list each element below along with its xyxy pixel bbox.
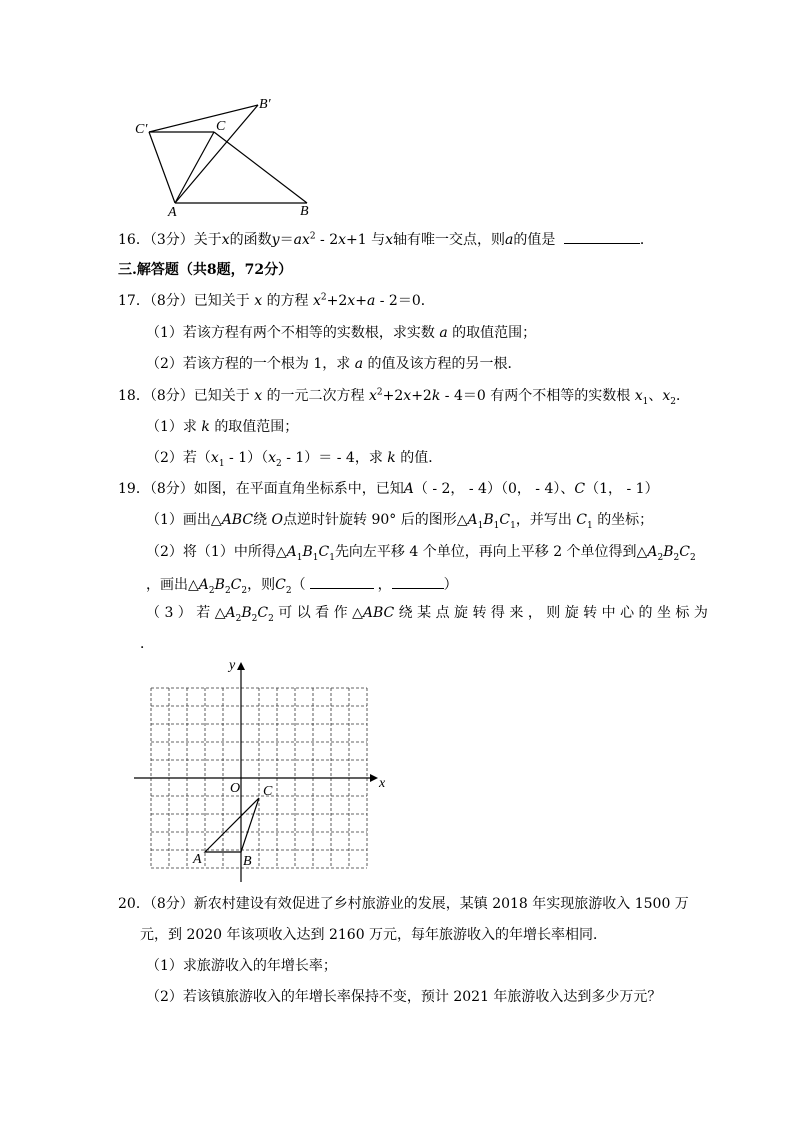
q19-subscript: 1 [312,552,319,563]
q19-var: B [483,512,494,528]
q20-part-2: （2）若该镇旅游收入的年增长率保持不变，预计 2021 年旅游收入达到多少万元？ [146,989,662,1005]
q20-part-1: （1）求旅游收入的年增长率； [146,958,337,974]
q19-text: 点逆时针旋转 90° 后的图形△ [283,512,468,528]
q17-text: （2）若该方程的一个根为 1，求 [146,356,351,372]
q19-var: C [230,577,242,593]
section-3-title: 三.解答题（共8题，72分） [118,262,293,278]
q18-var: k [201,419,210,435]
q19-text: ） [443,577,458,593]
q19-part-3-end: ． [140,636,154,652]
q16-exponent: 2 [309,231,316,242]
q19-var: B [663,544,674,560]
label-b: B [243,854,252,869]
segment-cprime-bprime [149,105,258,132]
segment-c-b [214,132,307,203]
q18-text: - 4＝0 有两个不相等的实数根 [440,388,631,404]
q18-subscript: 2 [670,396,676,407]
q19-part-1 [146,511,653,529]
q19-text: （1）画出△ [146,512,222,528]
q18-score: （8分） [149,388,194,404]
question-19 [118,480,659,498]
q17-text: + [355,293,367,309]
q19-text: （ - 2， - 4）（0， - 4）、 [413,481,575,497]
q19-var: ABC [362,605,395,621]
q18-var: x [662,388,671,404]
q16-text: 的值是 [513,232,556,248]
q19-score: （8分） [149,481,194,497]
q19-var: B [214,577,225,593]
q19-var: A [403,481,414,497]
q19-text: （1， - 1） [585,481,659,497]
q19-var: A [286,544,297,560]
q18-text: ． [675,388,690,404]
q17-var: x [313,293,321,309]
segment-a-c [175,132,214,203]
q18-text: （1）求 [146,419,197,435]
q18-text: - 1）（ [224,450,269,466]
label-a: A [168,205,177,220]
q19-text: 先向左平移 4 个单位，再向上平移 2 个单位得到△ [334,544,648,560]
q20-text: 新农村建设有效促进了乡村旅游业的发展，某镇 2018 年实现旅游收入 1500 万 [193,896,689,912]
q19-var: C [499,512,511,528]
q16-var: a [293,232,302,248]
segment-a-cprime [149,132,175,203]
q17-var: x [254,293,263,309]
q18-text: 已知关于 [193,388,250,404]
q16-text: ． [639,232,654,248]
label-a: A [193,852,202,867]
label-c: C [216,119,226,134]
q16-text: 轴有唯一交点，则 [393,232,506,248]
label-x: x [379,776,386,791]
q18-text: +2 [382,388,404,404]
q16-text: +1 与 [346,232,386,248]
q17-part-1 [146,324,536,342]
q17-text: 的取值范围； [452,325,537,341]
q17-number: 17． [118,293,150,309]
q18-part-2 [146,449,442,467]
q19-var: A [647,544,658,560]
q19-subscript: 2 [689,552,696,563]
q16-text: - 2 [315,232,339,248]
q20-stem-cont: 元，到 2020 年该项收入达到 2160 万元，每年旅游收入的年增长率相同． [140,927,608,943]
q19-text: ，画出△ [146,577,199,593]
q17-text: 已知关于 [193,293,250,309]
q18-number: 18． [118,388,150,404]
q19-text: 绕 [253,512,268,528]
q18-part-1 [146,418,298,436]
q16-var: y [271,232,280,248]
q19-var: B [302,544,313,560]
q17-text: - 2＝0． [375,293,435,309]
q18-var: x [254,388,263,404]
q18-subscript: 2 [276,458,282,469]
q19-subscript: 2 [208,585,215,596]
rotation-figure [125,92,325,222]
question-16 [118,229,654,249]
q19-text: （ [291,577,306,593]
q19-var: C [679,544,690,560]
q17-text: 的方程 [266,293,309,309]
q19-subscript: 1 [296,552,303,563]
q16-answer-blank[interactable] [564,229,640,244]
q17-part-2 [146,355,522,373]
q18-subscript: 1 [218,458,225,469]
q18-subscript: 1 [642,396,649,407]
q19-subscript: 1 [510,520,516,531]
q18-text: 的一元二次方程 [266,388,365,404]
label-b: B [300,204,309,219]
triangle-abc [205,798,259,852]
coordinate-grid [134,656,404,884]
label-b-prime: B′ [259,97,271,112]
question-20 [118,895,689,913]
q18-text: - 1）＝ - 4，求 [281,450,383,466]
label-origin: O [230,781,241,796]
q19-subscript: 2 [224,585,231,596]
q18-var: k [387,450,396,466]
q18-text: 的取值范围； [214,419,299,435]
q19-var: O [271,512,283,528]
q17-var: a [439,325,448,341]
q18-var: x [403,388,412,404]
q18-text: 、 [648,388,663,404]
q19-subscript: 2 [251,613,258,624]
q19-var: C [576,512,587,528]
q19-subscript: 1 [587,520,593,531]
q19-text: （2）将（1）中所得△ [146,544,287,560]
q16-var: x [338,232,347,248]
q17-text: 的值及该方程的另一根． [367,356,522,372]
q18-exponent: 2 [376,387,383,398]
q18-var: x [268,450,277,466]
q19-text: （ 3 ） 若 △ [146,605,226,621]
q17-score: （8分） [149,293,194,309]
q17-var: x [347,293,356,309]
q19-number: 19． [118,481,150,497]
q19-c2-x-blank[interactable] [310,574,374,589]
q16-var: x [301,232,310,248]
q19-var: A [225,605,236,621]
q20-score: （8分） [149,896,194,912]
q19-var: ABC [221,512,254,528]
q19-var: C [574,481,586,497]
x-axis-arrow [370,774,378,782]
q16-var: x [385,232,394,248]
q16-number: 16． [118,232,150,248]
label-c-prime: C′ [135,122,148,137]
q19-part-2 [146,543,696,561]
q18-text: （2）若（ [146,450,211,466]
q19-text: 绕 某 点 旋 转 得 来 ， 则 旋 转 中 心 的 坐 标 为 [394,605,708,621]
q16-text: ＝ [279,232,294,248]
q19-text: ，并写出 [515,512,572,528]
q16-text: 的函数 [229,232,272,248]
q18-text: +2 [411,388,432,404]
q16-var: x [221,232,230,248]
q19-subscript: 1 [329,552,335,563]
q19-text: 如图，在平面直角坐标系中，已知 [193,481,404,497]
q19-text: 的坐标； [597,512,654,528]
q19-var: C [257,605,269,621]
question-17 [118,292,435,310]
q19-subscript: 2 [268,613,274,624]
q16-var: a [505,232,514,248]
q19-subscript: 2 [657,552,664,563]
q20-number: 20． [118,896,150,912]
q19-var: B [241,605,252,621]
q19-text: 可 以 看 作 △ [273,605,363,621]
q19-subscript: 2 [673,552,680,563]
q19-var: C [318,544,330,560]
q19-var: A [198,577,209,593]
q19-text: ，则 [247,577,276,593]
q18-text: 的值． [400,450,443,466]
question-18 [118,387,690,405]
q19-var: A [467,512,478,528]
q17-var: a [366,293,376,309]
q19-subscript: 2 [241,585,248,596]
q17-text: +2 [326,293,348,309]
q19-var: C [275,577,286,593]
q18-var: x [634,388,643,404]
q17-exponent: 2 [320,292,327,303]
q17-text: （1）若该方程有两个不相等的实数根，求实数 [146,325,435,341]
q17-var: a [354,356,364,372]
q19-subscript: 2 [285,585,292,596]
q19-subscript: 1 [493,520,500,531]
y-axis-arrow [237,662,245,670]
q16-text: 关于 [193,232,222,248]
q19-subscript: 1 [477,520,484,531]
q16-score: （3分） [149,232,194,248]
label-c: C [263,784,273,799]
q19-part-2-cont [146,574,458,594]
q19-text: ， [377,577,392,593]
label-y: y [229,658,236,673]
q19-part-3 [146,604,708,622]
q18-var: x [210,450,219,466]
q19-c2-y-blank[interactable] [392,574,444,589]
q18-var: x [369,388,377,404]
q18-var: k [431,388,441,404]
q19-subscript: 2 [235,613,242,624]
